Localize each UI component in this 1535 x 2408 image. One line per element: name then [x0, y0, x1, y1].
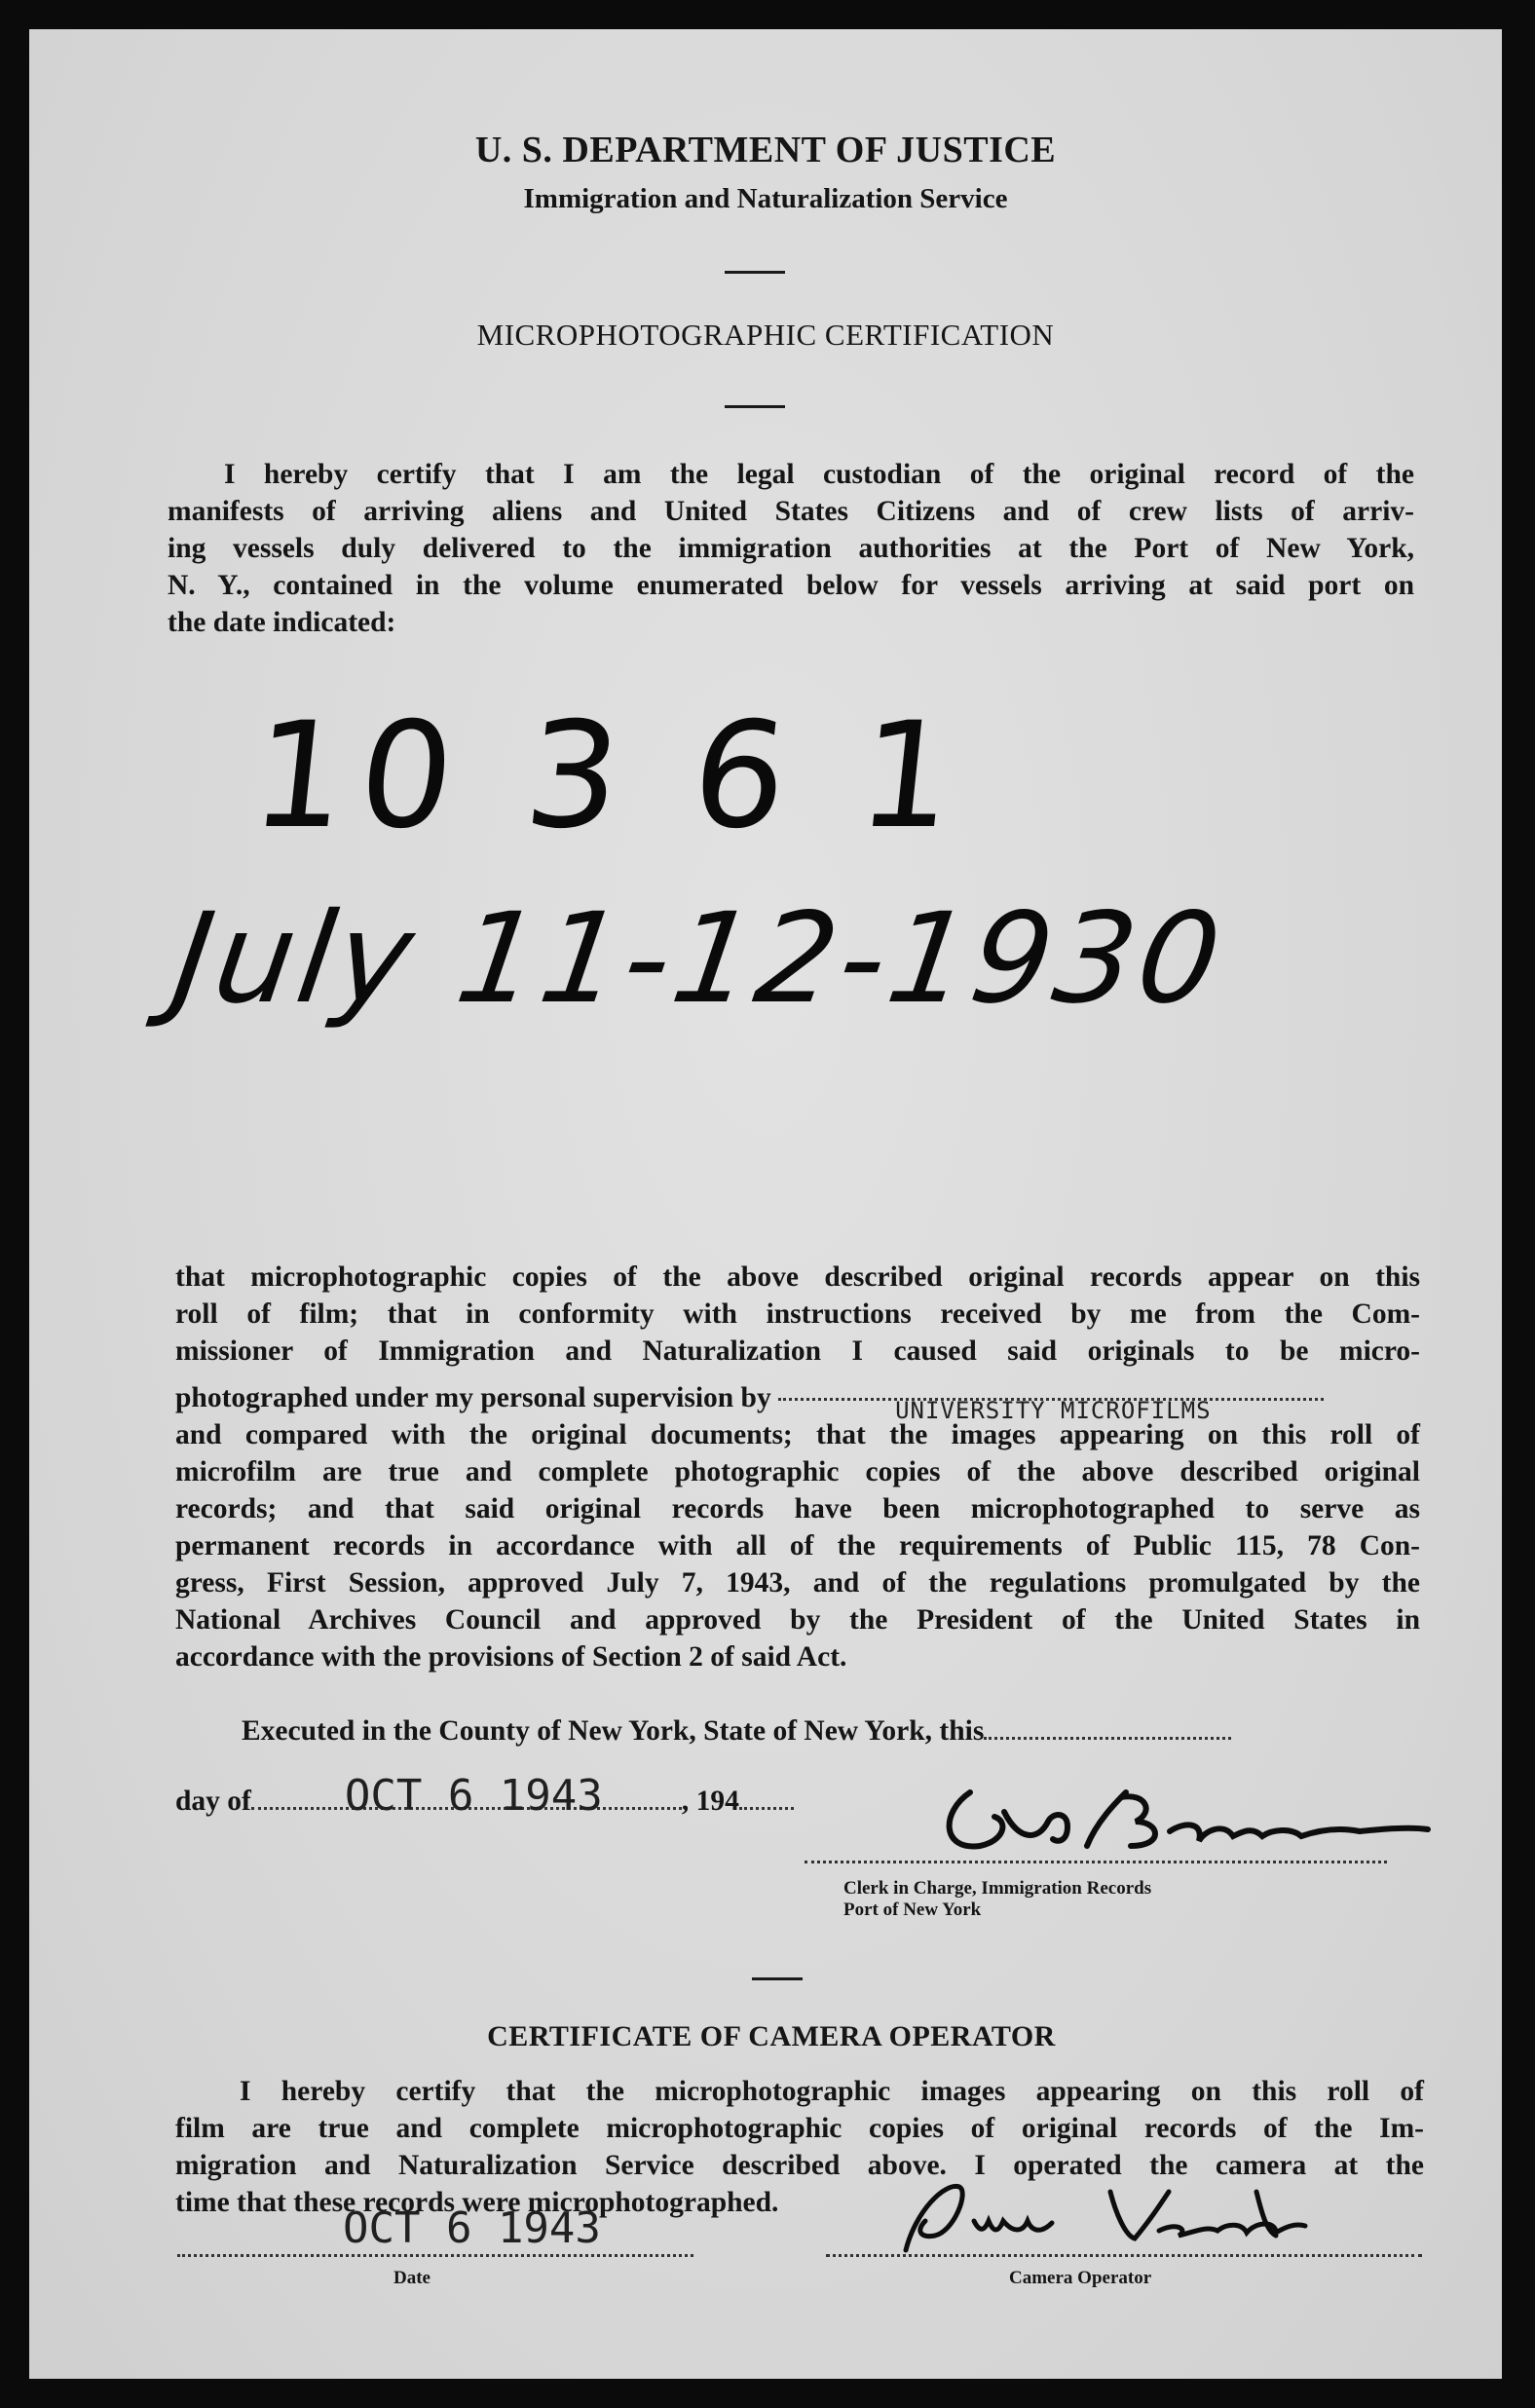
- handwritten-volume-number: 10 3 6 1: [243, 692, 976, 861]
- body-line: missioner of Immigration and Naturalization I caused said originals to be micro-: [175, 1336, 1420, 1367]
- camera-date-line: [177, 2254, 693, 2257]
- camera-line: time that these records were microphotographed.: [175, 2187, 779, 2218]
- clerk-signature-line: [805, 1861, 1387, 1863]
- clerk-signature-image: [912, 1753, 1457, 1870]
- year-prefix: , 194: [681, 1786, 739, 1817]
- year-blank: [739, 1807, 794, 1810]
- intro-paragraph: [168, 456, 1414, 641]
- intro-line: N. Y., contained in the volume enumerated below for vessels arriving at said port on: [168, 570, 1414, 601]
- body-line: that microphotographic copies of the above described original records appear on this: [175, 1261, 1420, 1293]
- body-line: roll of film; that in conformity with instructions received by me from the Com-: [175, 1298, 1420, 1330]
- supervision-line: [175, 1379, 1420, 1424]
- body-line: gress, First Session, approved July 7, 1943, and of the regulations promulgated by the: [175, 1567, 1420, 1599]
- intro-line: manifests of arriving aliens and United States Citizens and of crew lists of arriv-: [168, 496, 1414, 527]
- camera-line: I hereby certify that the microphotographic images appearing on this roll of: [240, 2076, 1424, 2107]
- certificate-page: [29, 29, 1502, 2379]
- body-line: National Archives Council and approved by the President of the United States in: [175, 1604, 1420, 1636]
- body-line: accordance with the provisions of Section 2 of said Act.: [175, 1641, 847, 1673]
- camera-operator-label: Camera Operator: [1009, 2268, 1152, 2288]
- clerk-port: Port of New York: [843, 1900, 982, 1920]
- body-line: and compared with the original documents; that the images appearing on this roll of: [175, 1419, 1420, 1450]
- body-line: records; and that said original records have been microphotographed to serve as: [175, 1493, 1420, 1524]
- body-paragraph: [175, 1259, 1420, 1675]
- executed-blank: [984, 1737, 1231, 1740]
- service-subtitle: Immigration and Naturalization Service: [523, 183, 1008, 214]
- operator-signature-line: [826, 2254, 1422, 2257]
- department-title: U. S. DEPARTMENT OF JUSTICE: [474, 130, 1057, 170]
- executed-text: Executed in the County of New York, State of New York, this: [242, 1715, 985, 1747]
- supervision-prefix: photographed under my personal supervision by: [175, 1382, 771, 1413]
- intro-line: the date indicated:: [168, 607, 396, 638]
- camera-date-stamp: OCT 6 1943: [343, 2203, 601, 2253]
- executed-line: [242, 1712, 1420, 1750]
- day-of-line: [175, 1771, 857, 1821]
- divider-second: [725, 405, 785, 408]
- day-of-label: day of: [175, 1786, 251, 1817]
- intro-line: ing vessels duly delivered to the immigration authorities at the Port of New York,: [168, 533, 1414, 564]
- intro-line: I hereby certify that I am the legal custodian of the original record of the: [224, 459, 1414, 490]
- supervision-blank: [778, 1397, 1324, 1424]
- camera-line: film are true and complete microphotographic copies of original records of the Im-: [175, 2113, 1424, 2144]
- clerk-title: Clerk in Charge, Immigration Records: [843, 1878, 1152, 1899]
- microfilm-company-stamp: UNIVERSITY MICROFILMS: [895, 1397, 1212, 1424]
- divider-camera: [752, 1977, 803, 1980]
- certification-title: MICROPHOTOGRAPHIC CERTIFICATION: [476, 318, 1055, 352]
- body-line: permanent records in accordance with all of the requirements of Public 115, 78 Con-: [175, 1530, 1420, 1561]
- camera-line: migration and Naturalization Service described above. I operated the camera at the: [175, 2150, 1424, 2181]
- day-of-blank: [251, 1771, 682, 1821]
- handwritten-dates: July 11-12-1930: [165, 886, 1233, 1032]
- executed-date-stamp: OCT 6 1943: [344, 1771, 603, 1821]
- divider-top: [725, 271, 785, 274]
- camera-date-label: Date: [393, 2268, 431, 2288]
- camera-heading: CERTIFICATE OF CAMERA OPERATOR: [487, 2020, 1056, 2052]
- body-line: microfilm are true and complete photographic copies of the above described original: [175, 1456, 1420, 1487]
